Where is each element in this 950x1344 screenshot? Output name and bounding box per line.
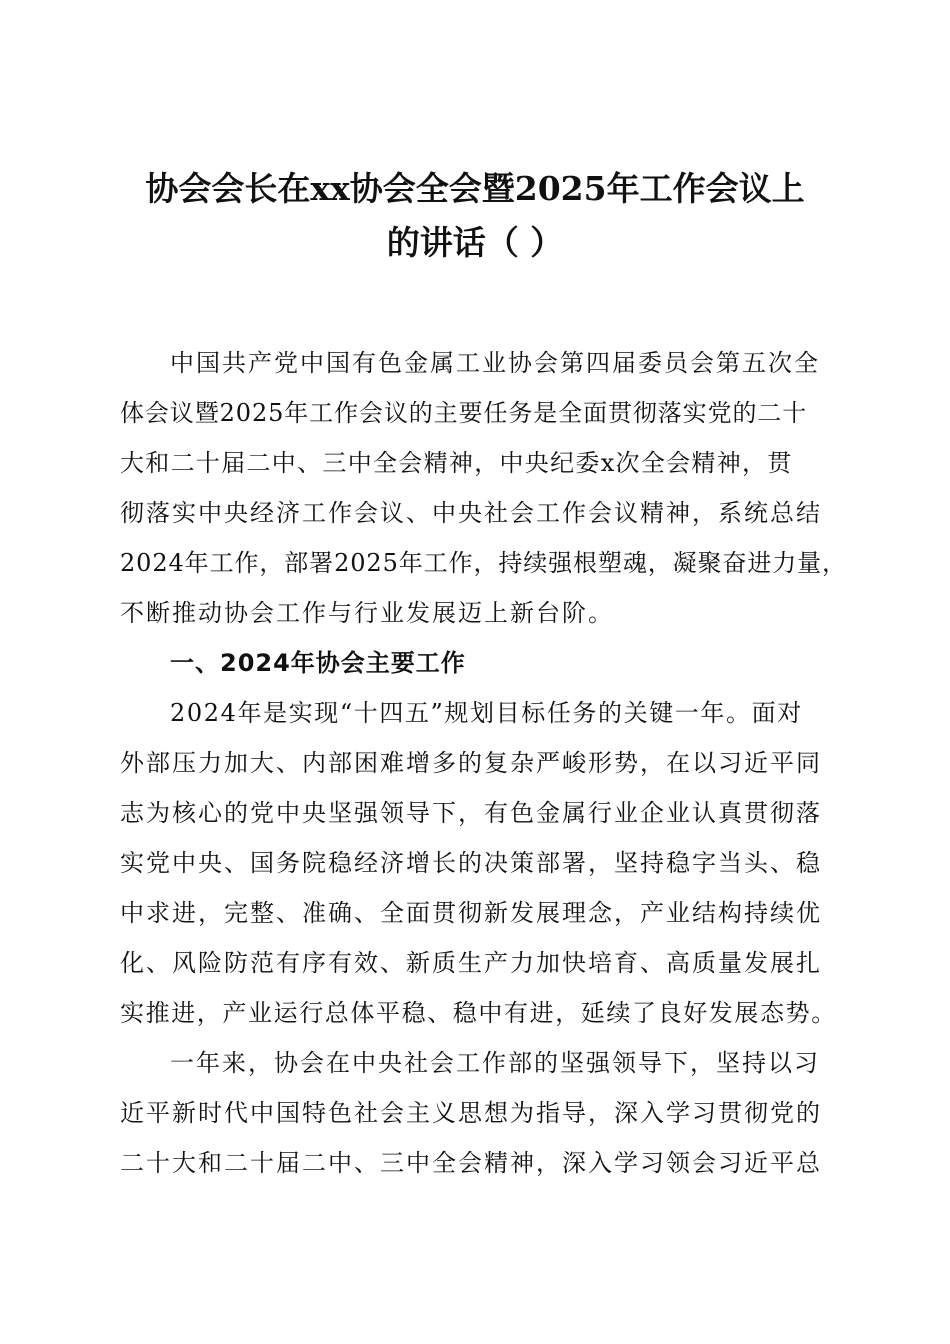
title-line-2: 的讲话（ ） [386, 223, 564, 262]
document-body [120, 338, 847, 1188]
paragraph-line: 一年来，协会在中央社会工作部的坚强领导下，坚持以习 [170, 1049, 820, 1077]
document-title [95, 162, 855, 270]
paragraph-line: 化、风险防范有序有效、新质生产力加快培育、高质量发展扎 [120, 949, 822, 977]
paragraph-line: 不断推动协会工作与行业发展迈上新台阶。 [120, 599, 614, 627]
paragraph-line: 2024年工作，部署2025年工作，持续强根塑魂，凝聚奋进力量， [120, 549, 847, 577]
paragraph-line: 近平新时代中国特色社会主义思想为指导，深入学习贯彻党的 [120, 1099, 822, 1127]
paragraph-line: 彻落实中央经济工作会议、中央社会工作会议精神，系统总结 [120, 499, 822, 527]
title-line-1: 协会会长在xx协会全会暨2025年工作会议上 [145, 169, 805, 208]
paragraph-line: 中国共产党中国有色金属工业协会第四届委员会第五次全 [170, 349, 820, 377]
paragraph-line: 外部压力加大、内部困难增多的复杂严峻形势，在以习近平同 [120, 749, 822, 777]
paragraph-line: 大和二十届二中、三中全会精神，中央纪委x次全会精神，贯 [120, 449, 793, 477]
paragraph-line: 2024年是实现“十四五”规划目标任务的关键一年。面对 [170, 699, 803, 727]
section-heading: 一、2024年协会主要工作 [170, 649, 466, 677]
paragraph-line: 实推进，产业运行总体平稳、稳中有进，延续了良好发展态势。 [120, 999, 837, 1027]
paragraph-line: 实党中央、国务院稳经济增长的决策部署，坚持稳字当头、稳 [120, 849, 822, 877]
paragraph-line: 志为核心的党中央坚强领导下，有色金属行业企业认真贯彻落 [120, 799, 822, 827]
paragraph-line: 体会议暨2025年工作会议的主要任务是全面贯彻落实党的二十 [120, 399, 808, 427]
paragraph-line: 中求进，完整、准确、全面贯彻新发展理念，产业结构持续优 [120, 899, 822, 927]
paragraph-line: 二十大和二十届二中、三中全会精神，深入学习领会习近平总 [120, 1149, 822, 1177]
